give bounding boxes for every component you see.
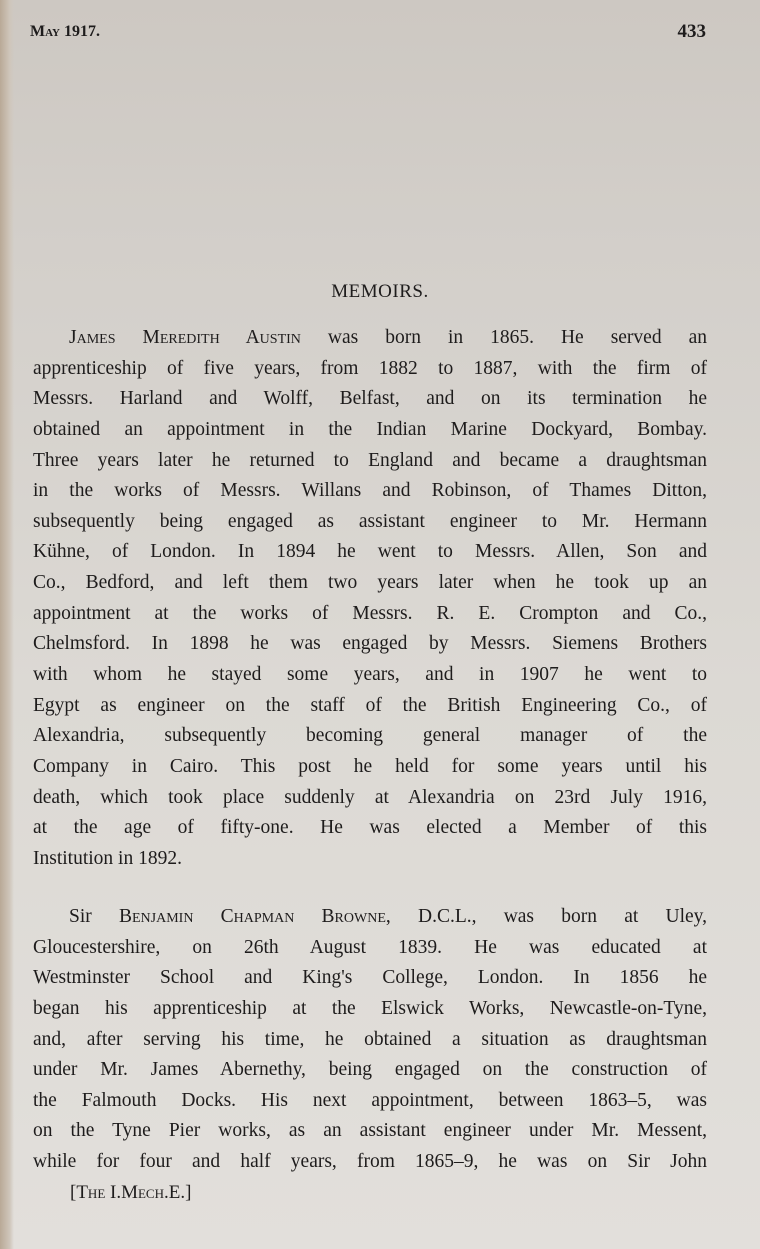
- text-line: began his apprenticeship at the Elswick Works, Newcastle-on-Tyne,: [33, 997, 707, 1019]
- text-line: in the works of Messrs. Willans and Robinson, of Thames Ditton,: [33, 480, 707, 502]
- text-line: [33, 323, 707, 354]
- text-line: [33, 902, 707, 933]
- text-line: Egypt as engineer on the staff of the British Engineering Co., of: [33, 694, 707, 716]
- text-span: was born in 1865. He served an: [300, 327, 707, 348]
- text-line: the Falmouth Docks. His next appointment, between 1863–5, was: [33, 1089, 707, 1111]
- text-span: , D.C.L., was born at Uley,: [385, 906, 708, 927]
- text-line: Alexandria, subsequently becoming general manager of the: [33, 725, 707, 747]
- text-line: Messrs. Harland and Wolff, Belfast, and on its termination he: [33, 388, 707, 410]
- text-line: while for four and half years, from 1865–9, he was on Sir John: [33, 1151, 707, 1173]
- memoir-name: Benjamin Chapman Browne: [118, 906, 386, 927]
- text-line: under Mr. James Abernethy, being engaged on the construction of: [33, 1059, 707, 1081]
- text-line: Institution in 1892.: [33, 847, 182, 869]
- text-line: Westminster School and King's College, London. In 1856 he: [33, 967, 707, 989]
- memoir-austin: [33, 323, 707, 875]
- text-line: Three years later he returned to England and became a draughtsman: [33, 449, 707, 471]
- text-line: appointment at the works of Messrs. R. E. Crompton and Co.,: [33, 602, 707, 624]
- text-line: on the Tyne Pier works, as an assistant engineer under Mr. Messent,: [33, 1120, 707, 1142]
- text-line: apprenticeship of five years, from 1882 to 1887, with the firm of: [33, 357, 707, 379]
- memoir-name: James Meredith Austin: [69, 327, 301, 348]
- text-line: and, after serving his time, he obtained a situation as draughtsman: [33, 1028, 707, 1050]
- text-span: Sir: [69, 906, 119, 927]
- running-head: May 1917.: [30, 23, 100, 40]
- page-binding-edge: [0, 0, 14, 1249]
- memoir-browne: [33, 902, 707, 1178]
- page-number: 433: [677, 21, 706, 42]
- text-line: Kühne, of London. In 1894 he went to Messrs. Allen, Son and: [33, 541, 707, 563]
- text-line: Company in Cairo. This post he held for some years until his: [33, 755, 707, 777]
- text-line: obtained an appointment in the Indian Marine Dockyard, Bombay.: [33, 418, 707, 440]
- text-line: death, which took place suddenly at Alexandria on 23rd July 1916,: [33, 786, 707, 808]
- text-line: with whom he stayed some years, and in 1907 he went to: [33, 664, 707, 686]
- section-title: MEMOIRS.: [331, 281, 429, 302]
- text-line: at the age of fifty-one. He was elected a Member of this: [33, 817, 707, 839]
- text-line: Co., Bedford, and left them two years later when he took up an: [33, 572, 707, 594]
- text-line: Chelmsford. In 1898 he was engaged by Messrs. Siemens Brothers: [33, 633, 707, 655]
- footer-publisher: [The I.Mech.E.]: [70, 1182, 192, 1203]
- text-line: Gloucestershire, on 26th August 1839. He was educated at: [33, 936, 707, 958]
- text-line: subsequently being engaged as assistant engineer to Mr. Hermann: [33, 510, 707, 532]
